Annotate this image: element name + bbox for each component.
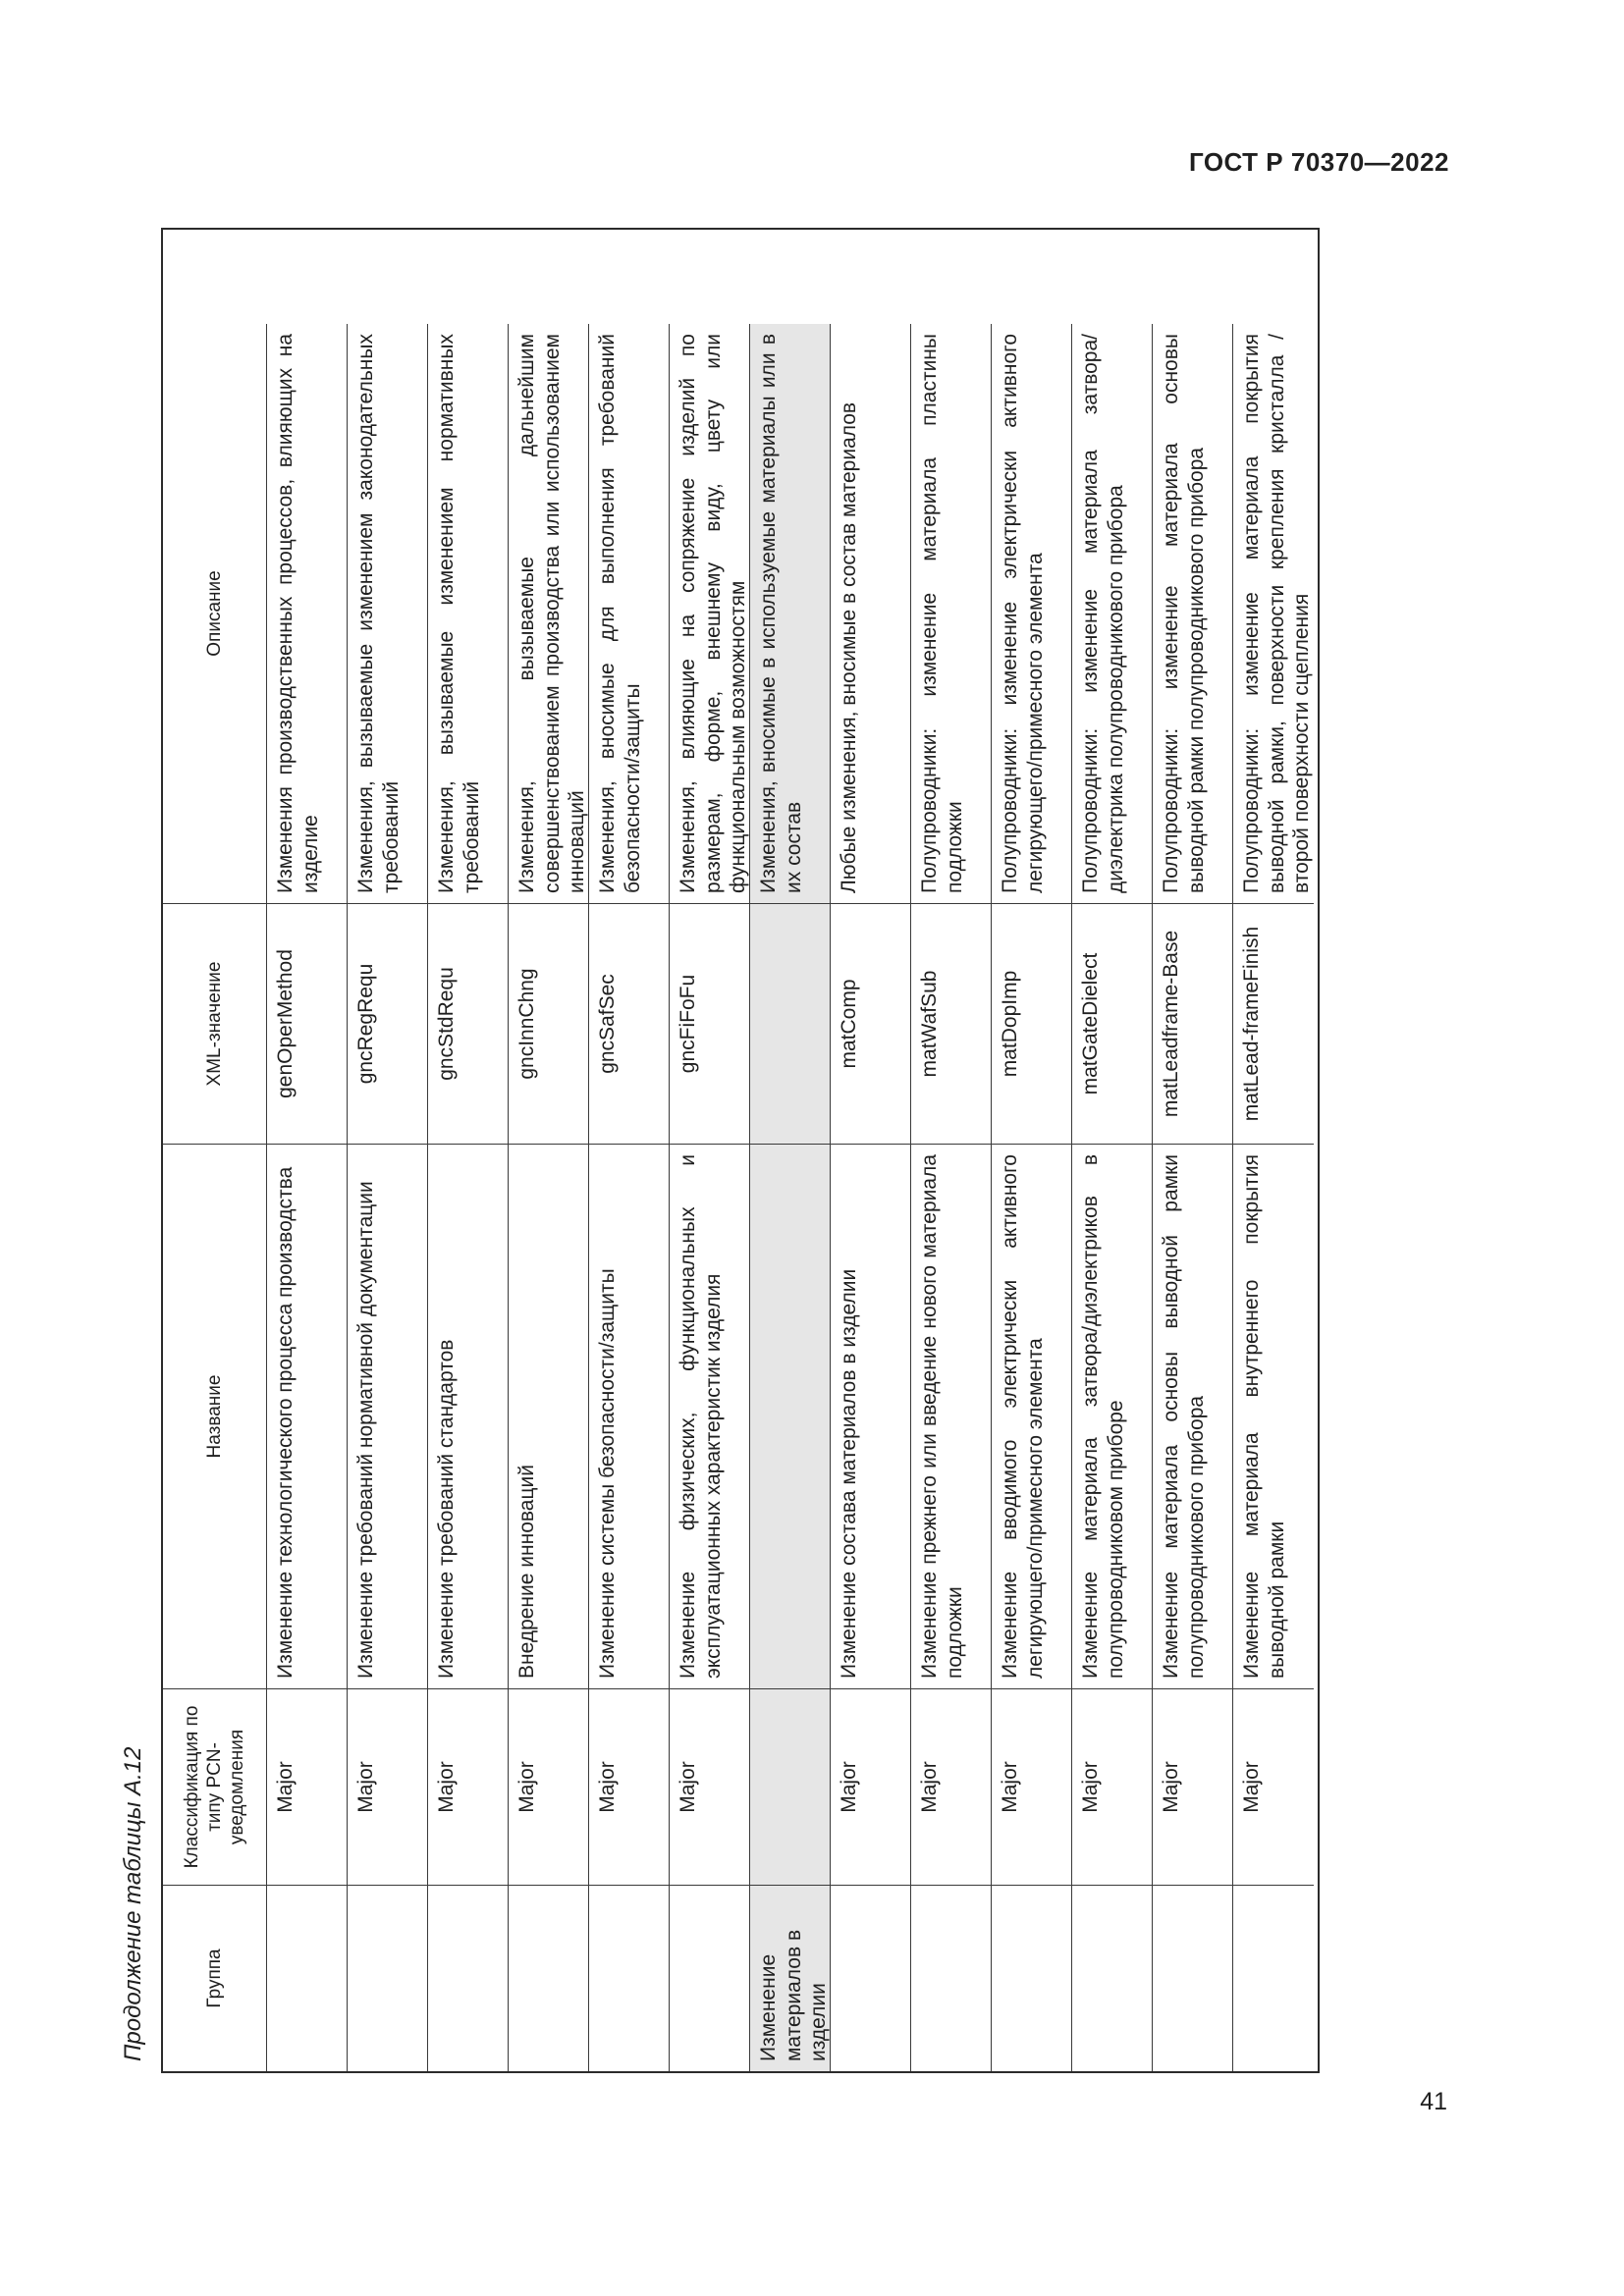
cell-name: Изменение требований стандартов [428,1144,509,1688]
cell-classification: Major [348,1688,428,1885]
cell-name [750,1144,831,1688]
cell-name: Изменение требований нормативной документации [348,1144,428,1688]
cell-group [267,1885,348,2071]
cell-classification: Major [1072,1688,1153,1885]
cell-xml: gncStdRequ [428,903,509,1144]
rotated-table-area [120,228,1347,2073]
cell-description: Изменения, вызываемые изменением законодательных требований [348,324,428,903]
cell-xml: gncRegRequ [348,903,428,1144]
col-header-group: Группа [163,1885,267,2071]
cell-description: Полупроводники: изменение материала затвора/диэлектрика полупроводникового прибора [1072,324,1153,903]
cell-name: Изменение системы безопасности/защиты [589,1144,670,1688]
cell-classification: Major [670,1688,750,1885]
col-header-classification: Классификация по типу PCN-уведомления [163,1688,267,1885]
cell-description: Полупроводники: изменение материала покрытия выводной рамки, поверхности крепления кристалла /второй поверхности сцепления [1240,334,1314,893]
cell-classification: Major [428,1688,509,1885]
col-header-description: Описание [163,324,267,903]
cell-group [428,1885,509,2071]
col-header-xml: XML-значение [163,903,267,1144]
cell-description: Изменения, вызываемые изменением нормативных требований [428,324,509,903]
cell-classification: Major [911,1688,992,1885]
cell-classification: Major [267,1688,348,1885]
cell-description: Изменения, влияющие на сопряжение изделий по размерам, форме, внешнему виду, цвету или функциональным возможностям [670,324,750,903]
cell-name: Изменение материала основы выводной рамки полупроводникового прибора [1153,1144,1233,1688]
pcn-table [161,228,1320,2073]
cell-classification: Major [992,1688,1072,1885]
cell-classification: Major [509,1688,589,1885]
cell-group [348,1885,428,2071]
cell-description: Полупроводники: изменение материала пластины подложки [911,324,992,903]
cell-xml: genOperMethod [267,903,348,1144]
cell-classification: Major [1153,1688,1233,1885]
cell-xml [750,903,831,1144]
cell-description: Полупроводники: изменение материала основы выводной рамки полупроводникового прибора [1153,324,1233,903]
cell-xml: matComp [831,903,911,1144]
cell-name: Изменение материала внутреннего покрытия выводной рамки [1233,1144,1314,1688]
cell-group [831,1885,911,2071]
cell-group [1233,1885,1314,2071]
cell-classification [750,1688,831,1885]
cell-name: Изменение вводимого электрически активного легирующего/примесного элемента [992,1144,1072,1688]
cell-classification: Major [589,1688,670,1885]
cell-group: Изменение материалов в изделии [750,1885,831,2071]
table-caption: Продолжение таблицы А.12 [120,1746,146,2061]
cell-xml: matLead-frameFinish [1233,903,1314,1144]
cell-xml: matGateDielect [1072,903,1153,1144]
cell-description: Изменения, вносимые в используемые материалы или в их состав [750,324,831,903]
cell-group [992,1885,1072,2071]
cell-xml: matWafSub [911,903,992,1144]
cell-group [670,1885,750,2071]
cell-group [589,1885,670,2071]
cell-name: Изменение технологического процесса производства [267,1144,348,1688]
cell-classification: Major [1233,1688,1314,1885]
cell-description: Полупроводники: изменение электрически активного легирующего/примесного элемента [992,324,1072,903]
cell-xml: gncFiFoFu [670,903,750,1144]
cell-description: Изменения, вносимые для выполнения требований безопасности/защиты [589,324,670,903]
document-code: ГОСТ Р 70370—2022 [1188,147,1449,177]
cell-description: Любые изменения, вносимые в состав материалов [831,324,911,903]
cell-description: Изменения, вызываемые дальнейшим совершенствованием производства или использованием инноваций [509,324,589,903]
cell-description: Изменения производственных процессов, влияющих на изделие [267,324,348,903]
cell-name: Внедрение инноваций [509,1144,589,1688]
cell-group [1153,1885,1233,2071]
cell-name: Изменение состава материалов в изделии [831,1144,911,1688]
cell-name: Изменение прежнего или введение нового материала подложки [911,1144,992,1688]
cell-name: Изменение физических, функциональных и эксплуатационных характеристик изделия [670,1144,750,1688]
cell-name: Изменение материала затвора/диэлектриков в полупроводниковом приборе [1072,1144,1153,1688]
cell-xml: gncSafSec [589,903,670,1144]
col-header-name: Название [163,1144,267,1688]
cell-classification: Major [831,1688,911,1885]
cell-xml: matLeadframe-Base [1153,903,1233,1144]
cell-xml: gncInnChng [509,903,589,1144]
cell-xml: matDopImp [992,903,1072,1144]
page-number: 41 [1420,2088,1447,2115]
cell-group [509,1885,589,2071]
cell-group [911,1885,992,2071]
cell-group [1072,1885,1153,2071]
